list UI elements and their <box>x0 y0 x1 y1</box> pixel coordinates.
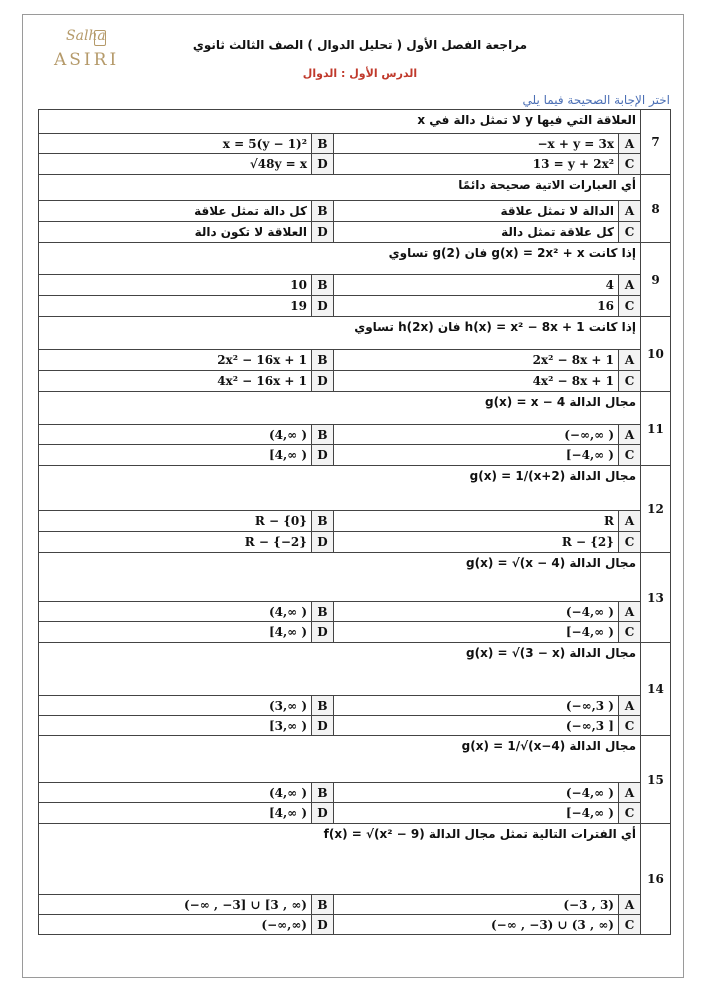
option-letter-d: D <box>312 154 334 175</box>
answer-row <box>39 532 671 553</box>
option-letter-d: D <box>312 915 334 935</box>
question-row <box>39 736 671 783</box>
answer-b[interactable]: (4,∞ ) <box>39 783 312 803</box>
answer-c[interactable]: 4x² − 8x + 1 <box>334 371 619 392</box>
question-stem: إذا كانت g(x) = 2x² + x فان g(2) تساوي <box>39 243 641 275</box>
answer-d[interactable]: R − {−2} <box>39 532 312 553</box>
option-letter-d: D <box>312 296 334 317</box>
option-letter-a: A <box>619 425 641 445</box>
answer-row <box>39 425 671 445</box>
answer-c[interactable]: كل علاقة تمثل دالة <box>334 222 619 243</box>
answer-c[interactable]: 16 <box>334 296 619 317</box>
answer-row <box>39 445 671 466</box>
question-row <box>39 553 671 602</box>
option-letter-c: C <box>619 532 641 553</box>
option-letter-c: C <box>619 154 641 175</box>
option-letter-a: A <box>619 602 641 622</box>
question-row <box>39 824 671 895</box>
answer-a[interactable]: (−4,∞ ) <box>334 602 619 622</box>
answer-row <box>39 296 671 317</box>
question-number: 7 <box>641 110 671 175</box>
option-letter-c: C <box>619 622 641 643</box>
lesson-title: الدرس الأول : الدوال <box>302 67 418 80</box>
answer-d[interactable]: [3,∞ ) <box>39 716 312 736</box>
option-letter-d: D <box>312 803 334 824</box>
option-letter-b: B <box>312 425 334 445</box>
answer-d[interactable]: العلاقة لا تكون دالة <box>39 222 312 243</box>
answer-b[interactable]: 10 <box>39 275 312 296</box>
answer-row <box>39 602 671 622</box>
option-letter-c: C <box>619 915 641 935</box>
option-letter-a: A <box>619 511 641 532</box>
answer-row <box>39 622 671 643</box>
option-letter-b: B <box>312 511 334 532</box>
answer-c[interactable]: (−∞ , −3) ∪ (3 , ∞) <box>334 915 619 935</box>
brand-logo <box>54 28 124 70</box>
question-row <box>39 110 671 134</box>
option-letter-d: D <box>312 622 334 643</box>
logo-signature: Salha <box>66 28 106 44</box>
answer-d[interactable]: (−∞,∞) <box>39 915 312 935</box>
question-stem: مجال الدالة g(x) = 1/(x+2) <box>39 466 641 511</box>
answer-d[interactable]: [4,∞ ) <box>39 445 312 466</box>
option-letter-d: D <box>312 371 334 392</box>
answer-row <box>39 783 671 803</box>
option-letter-d: D <box>312 445 334 466</box>
answer-c[interactable]: 13 = y + 2x² <box>334 154 619 175</box>
answer-a[interactable]: 4 <box>334 275 619 296</box>
option-letter-b: B <box>312 350 334 371</box>
answer-b[interactable]: (4,∞ ) <box>39 425 312 445</box>
question-number: 11 <box>641 392 671 466</box>
question-number: 8 <box>641 175 671 243</box>
answer-d[interactable]: [4,∞ ) <box>39 622 312 643</box>
option-letter-a: A <box>619 895 641 915</box>
answer-row <box>39 154 671 175</box>
option-letter-a: A <box>619 201 641 222</box>
answer-a[interactable]: −x + y = 3x <box>334 134 619 154</box>
option-letter-a: A <box>619 350 641 371</box>
question-number: 12 <box>641 466 671 553</box>
answer-a[interactable]: الدالة لا تمثل علاقة <box>334 201 619 222</box>
answer-row <box>39 275 671 296</box>
answer-c[interactable]: (−∞,3 ] <box>334 716 619 736</box>
answer-d[interactable]: 4x² − 16x + 1 <box>39 371 312 392</box>
option-letter-b: B <box>312 275 334 296</box>
answer-a[interactable]: (−4,∞ ) <box>334 783 619 803</box>
answer-row <box>39 895 671 915</box>
question-stem: أي العبارات الاتية صحيحة دائمًا <box>39 175 641 201</box>
answer-b[interactable]: (4,∞ ) <box>39 602 312 622</box>
option-letter-c: C <box>619 803 641 824</box>
option-letter-b: B <box>312 696 334 716</box>
option-letter-b: B <box>312 602 334 622</box>
answer-d[interactable]: 19 <box>39 296 312 317</box>
answer-row <box>39 350 671 371</box>
option-letter-a: A <box>619 275 641 296</box>
question-row <box>39 643 671 696</box>
question-row <box>39 317 671 350</box>
answer-c[interactable]: R − {2} <box>334 532 619 553</box>
questions-table <box>38 109 671 935</box>
answer-row <box>39 134 671 154</box>
answer-d[interactable]: √48y = x <box>39 154 312 175</box>
answer-row <box>39 222 671 243</box>
answer-c[interactable]: [−4,∞ ) <box>334 803 619 824</box>
answer-a[interactable]: R <box>334 511 619 532</box>
option-letter-a: A <box>619 783 641 803</box>
option-letter-c: C <box>619 445 641 466</box>
answer-b[interactable]: R − {0} <box>39 511 312 532</box>
option-letter-b: B <box>312 783 334 803</box>
answer-b[interactable]: 2x² − 16x + 1 <box>39 350 312 371</box>
page-title: مراجعة الفصل الأول ( تحليل الدوال ) الصف الثالث ثانوي <box>192 38 528 52</box>
question-number: 15 <box>641 736 671 824</box>
question-number: 16 <box>641 824 671 935</box>
option-letter-d: D <box>312 532 334 553</box>
question-stem: مجال الدالة g(x) = √(x − 4) <box>39 553 641 602</box>
question-number: 14 <box>641 643 671 736</box>
answer-b[interactable]: كل دالة تمثل علاقة <box>39 201 312 222</box>
option-letter-c: C <box>619 296 641 317</box>
logo-name: ASIRI <box>54 50 120 70</box>
question-number: 9 <box>641 243 671 317</box>
question-stem: مجال الدالة g(x) = 1/√(x−4) <box>39 736 641 783</box>
question-stem: إذا كانت h(x) = x² − 8x + 1 فان h(2x) تساوي <box>39 317 641 350</box>
option-letter-d: D <box>312 716 334 736</box>
question-stem: العلاقة التي فيها y لا تمثل دالة في x <box>39 110 641 134</box>
question-stem: مجال الدالة g(x) = √(3 − x) <box>39 643 641 696</box>
question-stem: مجال الدالة g(x) = x − 4 <box>39 392 641 425</box>
option-letter-a: A <box>619 134 641 154</box>
option-letter-b: B <box>312 895 334 915</box>
question-stem: أي الفترات التالية تمثل مجال الدالة f(x) = √(x² − 9) <box>39 824 641 895</box>
answer-a[interactable]: 2x² − 8x + 1 <box>334 350 619 371</box>
answer-row <box>39 511 671 532</box>
question-row <box>39 466 671 511</box>
question-row <box>39 392 671 425</box>
answer-row <box>39 201 671 222</box>
option-letter-a: A <box>619 696 641 716</box>
option-letter-b: B <box>312 134 334 154</box>
question-row <box>39 175 671 201</box>
answer-c[interactable]: [−4,∞ ) <box>334 445 619 466</box>
option-letter-c: C <box>619 222 641 243</box>
answer-a[interactable]: (−∞,3 ) <box>334 696 619 716</box>
option-letter-b: B <box>312 201 334 222</box>
answer-b[interactable]: x = 5(y − 1)² <box>39 134 312 154</box>
option-letter-c: C <box>619 716 641 736</box>
answer-b[interactable]: (−∞ , −3] ∪ [3 , ∞) <box>39 895 312 915</box>
question-row <box>39 243 671 275</box>
answer-a[interactable]: (−3 , 3) <box>334 895 619 915</box>
answer-row <box>39 716 671 736</box>
answer-row <box>39 696 671 716</box>
answer-row <box>39 371 671 392</box>
answer-a[interactable]: (−∞,∞ ) <box>334 425 619 445</box>
instruction-text: اختر الإجابة الصحيحة فيما يلي <box>522 93 670 107</box>
answer-b[interactable]: (3,∞ ) <box>39 696 312 716</box>
question-number: 10 <box>641 317 671 392</box>
answer-row <box>39 915 671 935</box>
answer-d[interactable]: [4,∞ ) <box>39 803 312 824</box>
calculator-icon <box>94 30 106 46</box>
answer-c[interactable]: [−4,∞ ) <box>334 622 619 643</box>
option-letter-c: C <box>619 371 641 392</box>
answer-row <box>39 803 671 824</box>
option-letter-d: D <box>312 222 334 243</box>
question-number: 13 <box>641 553 671 643</box>
